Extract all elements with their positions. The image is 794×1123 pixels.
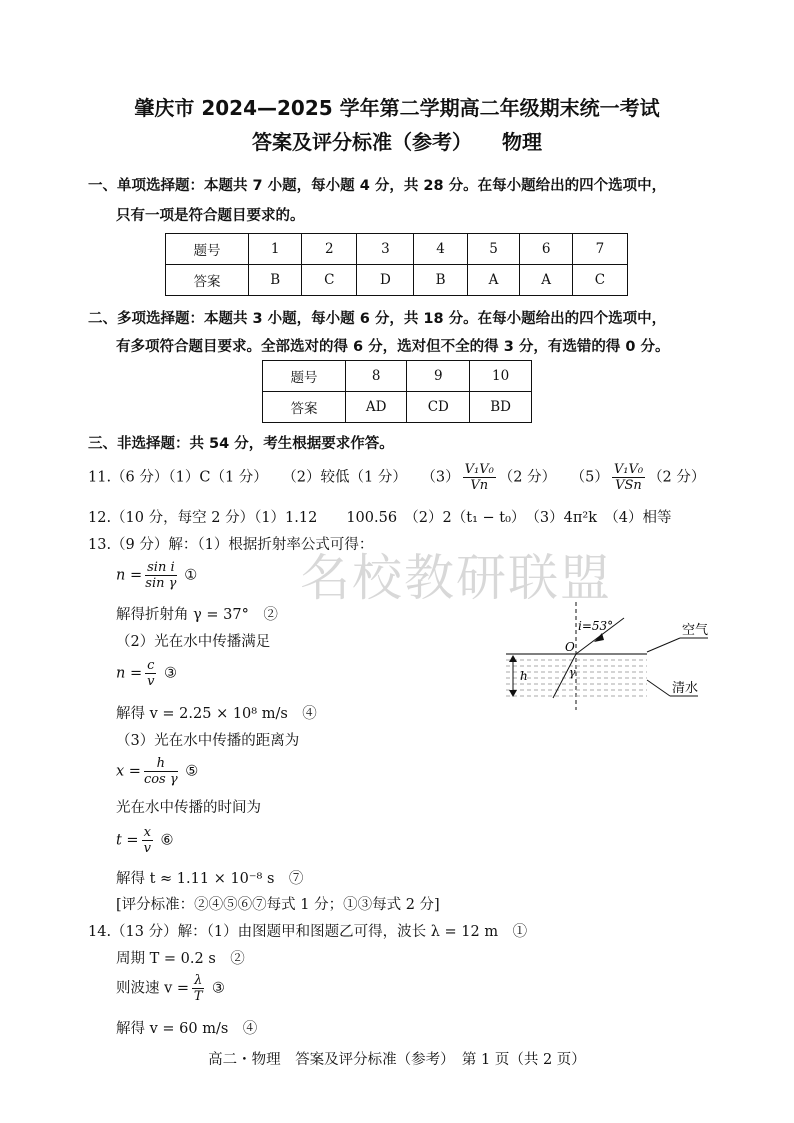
- marker: ③: [211, 980, 225, 997]
- q13-eq3: [116, 756, 198, 787]
- watermark: 名校教研联盟: [300, 549, 612, 607]
- fraction: [192, 973, 204, 1004]
- numerator: c: [147, 658, 155, 673]
- cell: 10: [470, 361, 532, 392]
- cell: 答案: [263, 392, 346, 423]
- denominator: sin γ: [145, 576, 177, 591]
- fraction: [145, 560, 177, 591]
- cell: 题号: [263, 361, 346, 392]
- q14-heading: 14.（13 分）解：（1）由图题甲和图题乙可得，波长 λ = 12 m ①: [88, 924, 528, 940]
- fraction: [612, 462, 645, 493]
- marker: ⑥: [160, 832, 174, 849]
- cell: 3: [357, 234, 414, 265]
- single-choice-table: [165, 233, 628, 296]
- depth-label: h: [520, 669, 528, 683]
- numerator: h: [144, 756, 178, 772]
- cell: D: [357, 265, 414, 296]
- numerator: V₁V₀: [464, 462, 494, 477]
- section2-heading: 二、多项选择题：本题共 3 小题，每小题 6 分，共 18 分。在每小题给出的四个选项中，: [88, 311, 667, 327]
- numerator: x: [143, 825, 151, 840]
- denominator: v: [147, 674, 155, 689]
- q13-line: 光在水中传播的时间为: [116, 800, 261, 816]
- q13-line: 解得 v = 2.25 × 10⁸ m/s ④: [116, 706, 317, 722]
- q13-scoring: [评分标准：②④⑤⑥⑦每式 1 分；①③每式 2 分]: [116, 897, 440, 913]
- lhs: x =: [116, 763, 141, 780]
- arrow-up-icon: [509, 655, 517, 662]
- denominator: Vn: [470, 478, 489, 493]
- page-title: 肇庆市 2024—2025 学年第二学期高二年级期末统一考试: [134, 96, 660, 120]
- cell: C: [572, 265, 627, 296]
- denominator: T: [193, 989, 203, 1004]
- q14-line: 周期 T = 0.2 s ②: [116, 951, 245, 967]
- text: （2 分）: [648, 469, 706, 486]
- numerator: V₁V₀: [613, 462, 644, 477]
- lhs: n =: [116, 665, 143, 682]
- q11-answer: [88, 462, 705, 493]
- cell: 答案: [166, 265, 249, 296]
- leader-line: [647, 638, 680, 652]
- cell: CD: [407, 392, 470, 423]
- q13-line: （3）光在水中传播的距离为: [116, 733, 300, 749]
- q13-heading: 13.（9 分）解：（1）根据折射率公式可得：: [88, 537, 374, 553]
- denominator: cos γ: [143, 772, 178, 787]
- section2-heading-cont: 有多项符合题目要求。全部选对的得 6 分，选对但不全的得 3 分，有选错的得 0 分。: [116, 339, 670, 355]
- fraction: [145, 658, 156, 689]
- text: （2 分） （5）: [498, 469, 609, 486]
- table-row: [263, 361, 532, 392]
- cell: 4: [414, 234, 467, 265]
- cell: BD: [470, 392, 532, 423]
- multi-choice-table: [262, 360, 532, 423]
- cell: 8: [346, 361, 407, 392]
- leader-line: [647, 680, 670, 696]
- q13-line: 解得 t ≈ 1.11 × 10⁻⁸ s ⑦: [116, 871, 304, 887]
- marker: ⑤: [185, 763, 199, 780]
- marker: ①: [184, 567, 198, 584]
- q13-eq1: [116, 560, 197, 591]
- denominator: VSn: [615, 478, 642, 493]
- page-subtitle: 答案及评分标准（参考） 物理: [252, 130, 542, 154]
- lhs: n =: [116, 567, 143, 584]
- page-footer: 高二・物理 答案及评分标准（参考） 第 1 页（共 2 页）: [208, 1052, 586, 1068]
- fraction: [142, 825, 153, 856]
- fraction: [144, 756, 178, 787]
- q12-answer: 12.（10 分，每空 2 分）（1）1.12 100.56 （2）2（t₁ − t₀） （3）4π²k （4）相等: [88, 510, 672, 526]
- q13-eq4: [116, 825, 174, 856]
- marker: ③: [164, 665, 177, 682]
- air-label: 空气: [682, 623, 709, 638]
- cell: A: [467, 265, 520, 296]
- q13-line: 解得折射角 γ = 37° ②: [116, 607, 278, 623]
- q14-eq1: [116, 973, 225, 1004]
- table-row: [263, 392, 532, 423]
- fraction: [463, 462, 496, 493]
- point-o-label: O: [565, 640, 575, 654]
- numerator: λ: [194, 973, 203, 988]
- cell: 7: [572, 234, 627, 265]
- gamma-label: γ: [569, 666, 576, 679]
- water-label: 清水: [672, 681, 699, 696]
- text: 11.（6 分）（1）C（1 分） （2）较低（1 分） （3）: [88, 469, 460, 486]
- cell: AD: [346, 392, 407, 423]
- lhs: 则波速 v =: [116, 980, 190, 997]
- cell: A: [520, 265, 573, 296]
- angle-label: i=53°: [578, 619, 614, 633]
- q13-line: （2）光在水中传播满足: [116, 634, 271, 650]
- cell: 9: [407, 361, 470, 392]
- table-row: [166, 234, 628, 265]
- denominator: v: [143, 841, 151, 856]
- lhs: t =: [116, 832, 139, 849]
- refraction-diagram: [490, 600, 720, 710]
- table-row: [166, 265, 628, 296]
- cell: B: [414, 265, 467, 296]
- cell: 1: [249, 234, 302, 265]
- cell: 2: [302, 234, 357, 265]
- q14-line: 解得 v = 60 m/s ④: [116, 1021, 258, 1037]
- numerator: sin i: [147, 560, 175, 575]
- cell: B: [249, 265, 302, 296]
- q13-eq2: [116, 658, 177, 689]
- cell: 题号: [166, 234, 249, 265]
- section1-heading-cont: 只有一项是符合题目要求的。: [116, 208, 305, 224]
- section1-heading: 一、单项选择题：本题共 7 小题，每小题 4 分，共 28 分。在每小题给出的四个选项中，: [88, 178, 667, 194]
- section3-heading: 三、非选择题：共 54 分，考生根据要求作答。: [88, 436, 394, 452]
- cell: C: [302, 265, 357, 296]
- cell: 5: [467, 234, 520, 265]
- cell: 6: [520, 234, 573, 265]
